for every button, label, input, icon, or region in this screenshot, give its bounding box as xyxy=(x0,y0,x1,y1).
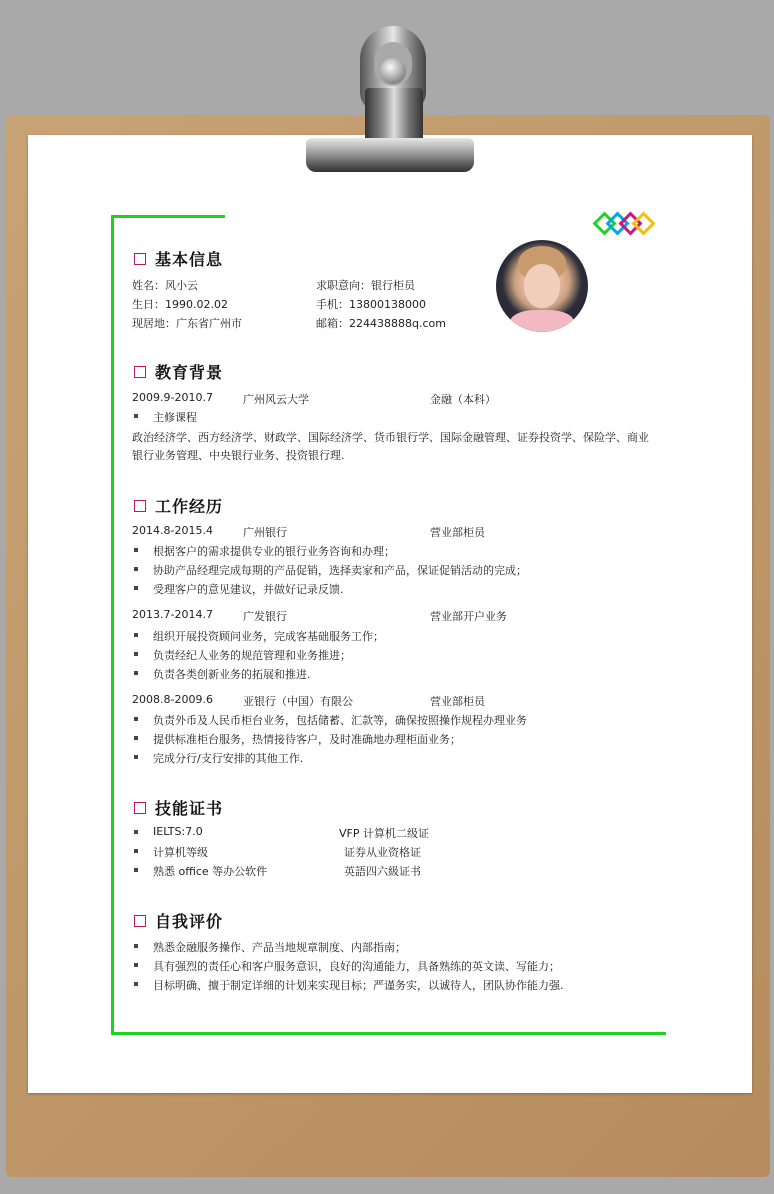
skill-item: 熟悉 office 等办公软件 xyxy=(153,865,268,878)
square-icon xyxy=(134,802,146,814)
square-icon xyxy=(134,500,146,512)
section-skills xyxy=(134,796,223,819)
section-title: 基本信息 xyxy=(155,250,224,269)
job-duty: 负责各类创新业务的拓展和推进. xyxy=(153,668,311,681)
bullet-icon xyxy=(134,868,138,872)
job-duty: 受理客户的意见建议，并做好记录反馈. xyxy=(153,583,344,596)
job-position: 营业部柜员 xyxy=(430,695,485,708)
section-title: 自我评价 xyxy=(155,912,224,931)
avatar-photo xyxy=(496,240,588,332)
job-duty: 提供标准柜台服务，热情接待客户，及时准确地办理柜面业务； xyxy=(153,733,461,746)
section-basic-info xyxy=(134,247,223,270)
bullet-icon xyxy=(134,567,138,571)
square-icon xyxy=(134,915,146,927)
skill-item: IELTS:7.0 xyxy=(153,825,203,838)
bullet-icon xyxy=(134,414,138,418)
edu-period: 2009.9-2010.7 xyxy=(132,391,213,404)
job-duty: 协助产品经理完成每期的产品促销，选择卖家和产品，保证促销活动的完成； xyxy=(153,564,527,577)
diamond-logo-icon xyxy=(594,212,656,238)
bullet-icon xyxy=(134,755,138,759)
job-period: 2008.8-2009.6 xyxy=(132,693,213,706)
frame-top-line xyxy=(111,215,225,218)
job-position: 营业部柜员 xyxy=(430,526,485,539)
email-field: 邮箱：224438888q.com xyxy=(316,317,446,330)
frame-bottom-line xyxy=(111,1032,666,1035)
skill-item: 计算机等级 xyxy=(153,846,208,859)
bullet-icon xyxy=(134,717,138,721)
clip-body xyxy=(365,88,423,142)
section-title: 技能证书 xyxy=(155,799,224,818)
clip-base xyxy=(306,138,474,172)
square-icon xyxy=(134,253,146,265)
cert-item: 英語四六級证书 xyxy=(344,865,421,878)
bullet-icon xyxy=(134,586,138,590)
bullet-icon xyxy=(134,548,138,552)
bullet-icon xyxy=(134,963,138,967)
bullet-icon xyxy=(134,671,138,675)
clip-bolt xyxy=(380,58,406,84)
cert-item: 证券从业资格证 xyxy=(344,846,421,859)
self-item: 具有强烈的责任心和客户服务意识，良好的沟通能力，具备熟练的英文读、写能力； xyxy=(153,960,560,973)
course-label: 主修课程 xyxy=(153,411,197,424)
bullet-icon xyxy=(134,652,138,656)
edu-school: 广州风云大学 xyxy=(243,393,309,406)
job-position: 营业部开户业务 xyxy=(430,610,507,623)
bullet-icon xyxy=(134,982,138,986)
job-company: 亚银行（中国）有限公 xyxy=(243,695,353,708)
section-title: 教育背景 xyxy=(155,363,224,382)
job-duty: 根据客户的需求提供专业的银行业务咨询和办理； xyxy=(153,545,395,558)
courses-line-1: 政治经济学、西方经济学、财政学、国际经济学、货币银行学、国际金融管理、证券投资学、保险学、商业 xyxy=(132,431,649,444)
self-item: 目标明确、擅于制定详细的计划来实现目标；严谨务实，以诚待人，团队协作能力强. xyxy=(153,979,564,992)
job-company: 广发银行 xyxy=(243,610,287,623)
section-title: 工作经历 xyxy=(155,497,224,516)
section-work xyxy=(134,494,223,517)
name-field: 姓名：风小云 xyxy=(132,279,198,292)
job-period: 2014.8-2015.4 xyxy=(132,524,213,537)
job-duty: 组织开展投资顾问业务，完成客基础服务工作； xyxy=(153,630,384,643)
bullet-icon xyxy=(134,849,138,853)
self-item: 熟悉金融服务操作、产品当地规章制度、内部指南； xyxy=(153,941,406,954)
job-company: 广州银行 xyxy=(243,526,287,539)
job-duty: 负责经纪人业务的规范管理和业务推进； xyxy=(153,649,351,662)
location-field: 现居地：广东省广州市 xyxy=(132,317,242,330)
section-education xyxy=(134,360,223,383)
job-duty: 完成分行/支行安排的其他工作. xyxy=(153,752,304,765)
phone-field: 手机：13800138000 xyxy=(316,298,426,311)
bullet-icon xyxy=(134,830,138,834)
job-duty: 负责外币及人民币柜台业务，包括储蓄、汇款等，确保按照操作规程办理业务 xyxy=(153,714,527,727)
section-self-evaluation xyxy=(134,909,223,932)
square-icon xyxy=(134,366,146,378)
edu-major: 金融（本科） xyxy=(430,393,496,406)
bullet-icon xyxy=(134,633,138,637)
cert-item: VFP 计算机二级证 xyxy=(339,827,429,840)
frame-left-line xyxy=(111,215,114,1035)
courses-line-2: 银行业务管理、中央银行业务、投资银行理. xyxy=(132,449,345,462)
job-period: 2013.7-2014.7 xyxy=(132,608,213,621)
intention-field: 求职意向：银行柜员 xyxy=(316,279,415,292)
birthday-field: 生日：1990.02.02 xyxy=(132,298,228,311)
bullet-icon xyxy=(134,736,138,740)
bullet-icon xyxy=(134,944,138,948)
